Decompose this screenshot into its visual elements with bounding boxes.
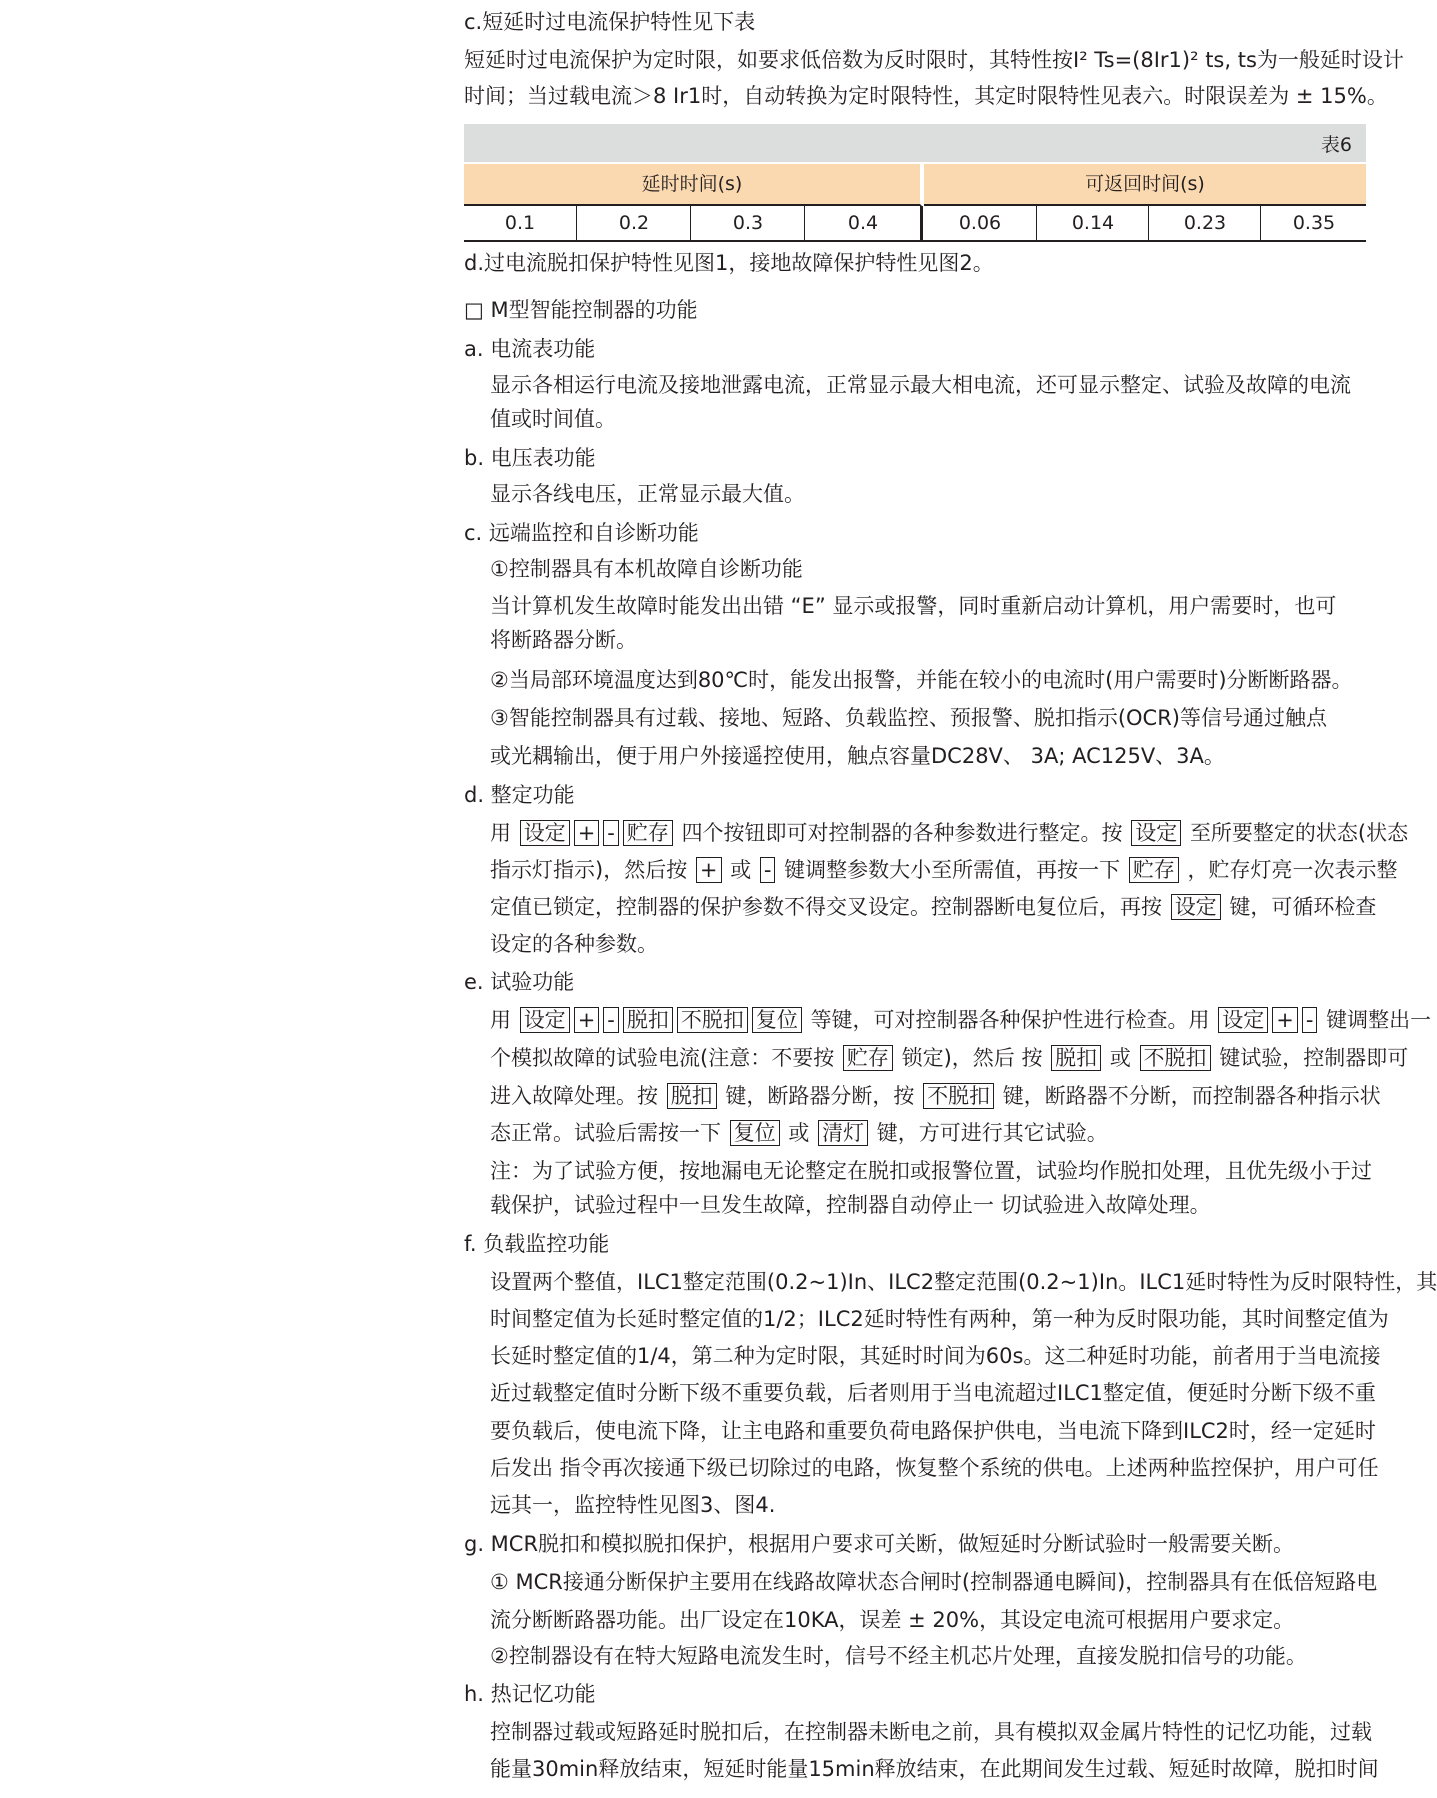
- e-note-2: 载保护，试验过程中一旦发生故障，控制器自动停止一 切试验进入故障处理。: [490, 1193, 1211, 1217]
- c2-line-4: ②当局部环境温度达到80℃时，能发出报警，并能在较小的电流时(用户需要时)分断断路器。: [490, 668, 1353, 692]
- e-note-1: 注：为了试验方便，按地漏电无论整定在脱扣或报警位置，试验均作脱扣处理，且优先级小于过: [490, 1159, 1372, 1183]
- g-line: 流分断断路器功能。出厂设定在10KA，误差 ± 20%，其设定电流可根据用户要求定。: [490, 1608, 1295, 1632]
- key-minus: -: [603, 1007, 619, 1033]
- f-line: 时间整定值为长延时整定值的1/2；ILC2延时特性有两种，第一种为反时限功能，其时间整定值为: [490, 1307, 1389, 1331]
- f-line: 要负载后，使电流下降，让主电路和重要负荷电路保护供电，当电流下降到ILC2时，经一定延时: [490, 1419, 1376, 1443]
- f-line: 近过载整定值时分断下级不重要负载，后者则用于当电流超过ILC1整定值，便延时分断下级不重: [490, 1381, 1376, 1405]
- e-line-2: 个模拟故障的试验电流(注意：不要按 贮存 锁定)，然后 按 脱扣 或 不脱扣 键试验，控制器即可: [490, 1046, 1409, 1070]
- e-title: e. 试验功能: [464, 970, 575, 994]
- h-title: h. 热记忆功能: [464, 1682, 596, 1706]
- g-line: ②控制器设有在特大短路电流发生时，信号不经主机芯片处理，直接发脱扣信号的功能。: [490, 1644, 1307, 1668]
- e-line-4: 态正常。试验后需按一下 复位 或 清灯 键，方可进行其它试验。: [490, 1121, 1108, 1145]
- key-plus: +: [574, 820, 600, 846]
- table-cell: 0.3: [692, 206, 805, 240]
- table-cell: 0.1: [464, 206, 577, 240]
- c2-line-1: ①控制器具有本机故障自诊断功能: [490, 557, 803, 581]
- key-notrip: 不脱扣: [677, 1007, 748, 1033]
- section-c-line-2: 时间；当过载电流＞8 Ir1时，自动转换为定时限特性，其定时限特性见表六。时限误差为 ± 15%。: [464, 84, 1388, 108]
- key-minus: -: [760, 857, 776, 883]
- key-set: 设定: [520, 820, 570, 846]
- f-line: 设置两个整值，ILC1整定范围(0.2~1)In、ILC2整定范围(0.2~1)In。ILC1延时特性为反时限特性，其: [490, 1270, 1437, 1294]
- table-cell: 0.35: [1292, 212, 1336, 234]
- section-d-line: d.过电流脱扣保护特性见图1，接地故障保护特性见图2。: [464, 251, 994, 275]
- table-cell: 0.14: [1038, 206, 1149, 240]
- f-line: 后发出 指令再次接通下级已切除过的电路，恢复整个系统的供电。上述两种监控保护，用户可任: [490, 1456, 1379, 1480]
- e-line-3: 进入故障处理。按 脱扣 键，断路器分断，按 不脱扣 键，断路器不分断，而控制器各种指示状: [490, 1084, 1381, 1108]
- section-c-title: c.短延时过电流保护特性见下表: [464, 10, 756, 34]
- key-store: 贮存: [1129, 857, 1179, 883]
- g-line: ① MCR接通分断保护主要用在线路故障状态合闸时(控制器通电瞬间)，控制器具有在低倍短路电: [490, 1570, 1378, 1594]
- table-cell: 0.4: [806, 206, 923, 240]
- h-line: 能量30min释放结束，短延时能量15min释放结束，在此期间发生过载、短延时故障，脱扣时间: [490, 1757, 1379, 1781]
- key-notrip: 不脱扣: [923, 1083, 994, 1109]
- key-clear: 清灯: [818, 1120, 868, 1146]
- b-line-1: 显示各线电压，正常显示最大值。: [490, 482, 805, 506]
- key-plus: +: [696, 857, 722, 883]
- f-line: 长延时整定值的1/4，第二种为定时限，其延时时间为60s。这二种延时功能，前者用于当电流接: [490, 1344, 1381, 1368]
- table-cell: 0.2: [578, 206, 691, 240]
- e-line-1: 用 设定 + - 脱扣 不脱扣 复位 等键，可对控制器各种保护性进行检查。用 设定 + - 键调整出一: [490, 1008, 1432, 1032]
- key-trip: 脱扣: [623, 1007, 673, 1033]
- table-bottom-rule: [464, 240, 1366, 242]
- m-controller-title: □ M型智能控制器的功能: [464, 298, 698, 322]
- key-set: 设定: [1131, 820, 1181, 846]
- c2-line-3: 将断路器分断。: [490, 628, 637, 652]
- key-trip: 脱扣: [667, 1083, 717, 1109]
- d2-line-2: 指示灯指示)，然后按 + 或 - 键调整参数大小至所需值，再按一下 贮存 ，贮存灯亮一次表示整: [490, 858, 1398, 882]
- d2-line-4: 设定的各种参数。: [490, 932, 658, 956]
- key-store: 贮存: [623, 820, 673, 846]
- a-title: a. 电流表功能: [464, 337, 596, 361]
- f-title: f. 负载监控功能: [464, 1232, 610, 1256]
- table-head-delay: 延时时间(s): [464, 164, 922, 206]
- key-reset: 复位: [730, 1120, 780, 1146]
- d2-title: d. 整定功能: [464, 783, 575, 807]
- key-set: 设定: [520, 1007, 570, 1033]
- table-cell: 0.06: [924, 206, 1037, 240]
- table-6-label: 表6: [1320, 134, 1352, 156]
- c2-line-6: 或光耦输出，便于用户外接遥控使用，触点容量DC28V、 3A; AC125V、3A。: [490, 744, 1225, 768]
- table-head-return: 可返回时间(s): [924, 164, 1366, 206]
- c2-line-5: ③智能控制器具有过载、接地、短路、负载监控、预报警、脱扣指示(OCR)等信号通过触点: [490, 706, 1327, 730]
- table-6-header: [464, 124, 1366, 162]
- section-c-line-1: 短延时过电流保护为定时限，如要求低倍数为反时限时，其特性按I² Ts=(8Ir1)² ts, ts为一般延时设计: [464, 48, 1404, 72]
- table-cell: 0.23: [1150, 206, 1261, 240]
- g-title: g. MCR脱扣和模拟脱扣保护，根据用户要求可关断，做短延时分断试验时一般需要关断。: [464, 1532, 1295, 1556]
- a-line-2: 值或时间值。: [490, 407, 616, 431]
- c2-line-2: 当计算机发生故障时能发出出错 “E” 显示或报警，同时重新启动计算机，用户需要时，也可: [490, 594, 1337, 618]
- b-title: b. 电压表功能: [464, 446, 596, 470]
- h-line: 控制器过载或短路延时脱扣后，在控制器未断电之前，具有模拟双金属片特性的记忆功能，过载: [490, 1720, 1372, 1744]
- key-store: 贮存: [843, 1045, 893, 1071]
- key-notrip: 不脱扣: [1140, 1045, 1211, 1071]
- key-reset: 复位: [752, 1007, 802, 1033]
- a-line-1: 显示各相运行电流及接地泄露电流，正常显示最大相电流，还可显示整定、试验及故障的电流: [490, 373, 1351, 397]
- d2-line-1: 用 设定 + - 贮存 四个按钮即可对控制器的各种参数进行整定。按 设定 至所要整定的状态(状态: [490, 821, 1409, 845]
- key-plus: +: [1272, 1007, 1298, 1033]
- key-trip: 脱扣: [1051, 1045, 1101, 1071]
- key-set: 设定: [1171, 894, 1221, 920]
- c2-title: c. 远端监控和自诊断功能: [464, 521, 699, 545]
- key-minus: -: [603, 820, 619, 846]
- f-line: 远其一，监控特性见图3、图4.: [490, 1493, 776, 1517]
- d2-line-3: 定值已锁定，控制器的保护参数不得交叉设定。控制器断电复位后，再按 设定 键，可循环检查: [490, 895, 1377, 919]
- key-set: 设定: [1218, 1007, 1268, 1033]
- key-plus: +: [574, 1007, 600, 1033]
- key-minus: -: [1302, 1007, 1318, 1033]
